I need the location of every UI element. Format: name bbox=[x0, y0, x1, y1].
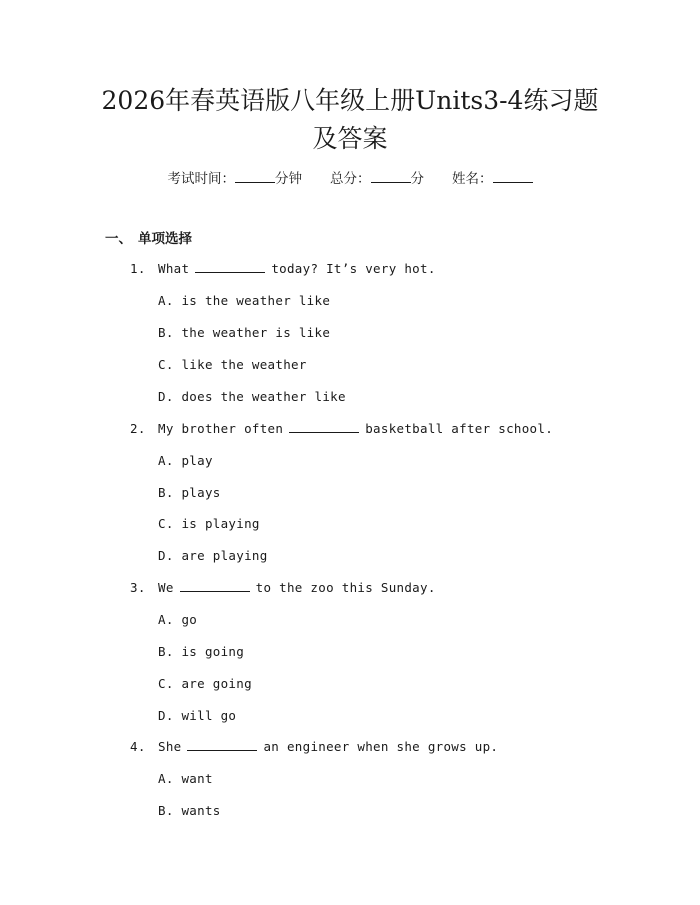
score-label: 总分： bbox=[330, 171, 371, 187]
question-number: 3. bbox=[130, 580, 146, 595]
answer-blank bbox=[289, 419, 359, 433]
option-4b: B. wants bbox=[158, 803, 221, 818]
answer-blank bbox=[180, 578, 250, 592]
score-unit: 分 bbox=[410, 171, 424, 187]
option-1c: C. like the weather bbox=[158, 357, 307, 372]
question-4 bbox=[130, 737, 498, 757]
question-3 bbox=[130, 578, 436, 598]
name-label: 姓名： bbox=[452, 171, 493, 187]
page-title: 2026年春英语版八年级上册Units3-4练习题及答案 bbox=[101, 86, 599, 153]
question-text-before: She bbox=[158, 739, 182, 754]
question-text-before: We bbox=[158, 580, 174, 595]
question-1 bbox=[130, 259, 436, 279]
option-3b: B. is going bbox=[158, 644, 245, 659]
option-2b: B. plays bbox=[158, 485, 221, 500]
time-blank bbox=[235, 168, 275, 183]
question-text-after: today? It’s very hot. bbox=[271, 261, 436, 276]
question-text-before: My brother often bbox=[158, 421, 284, 436]
question-text-after: an engineer when she grows up. bbox=[263, 739, 499, 754]
answer-blank bbox=[187, 737, 257, 751]
option-1b: B. the weather is like bbox=[158, 325, 331, 340]
question-text-after: basketball after school. bbox=[365, 421, 554, 436]
question-number: 4. bbox=[130, 739, 146, 754]
section-heading bbox=[105, 229, 192, 249]
score-blank bbox=[371, 168, 411, 183]
question-number: 1. bbox=[130, 261, 146, 276]
exam-meta bbox=[0, 168, 700, 189]
section-number: 一、 bbox=[105, 231, 132, 247]
option-2c: C. is playing bbox=[158, 516, 260, 531]
question-text-after: to the zoo this Sunday. bbox=[255, 580, 436, 595]
option-1a: A. is the weather like bbox=[158, 293, 331, 308]
option-1d: D. does the weather like bbox=[158, 389, 346, 404]
section-title: 单项选择 bbox=[138, 231, 192, 247]
question-2 bbox=[130, 419, 553, 439]
option-3a: A. go bbox=[158, 612, 198, 627]
question-number: 2. bbox=[130, 421, 146, 436]
option-3c: C. are going bbox=[158, 676, 252, 691]
option-2d: D. are playing bbox=[158, 548, 268, 563]
option-4a: A. want bbox=[158, 771, 213, 786]
time-label: 考试时间： bbox=[167, 171, 235, 187]
question-text-before: What bbox=[158, 261, 190, 276]
name-blank bbox=[493, 168, 533, 183]
answer-blank bbox=[195, 259, 265, 273]
time-unit: 分钟 bbox=[275, 171, 302, 187]
option-2a: A. play bbox=[158, 453, 213, 468]
option-3d: D. will go bbox=[158, 708, 237, 723]
